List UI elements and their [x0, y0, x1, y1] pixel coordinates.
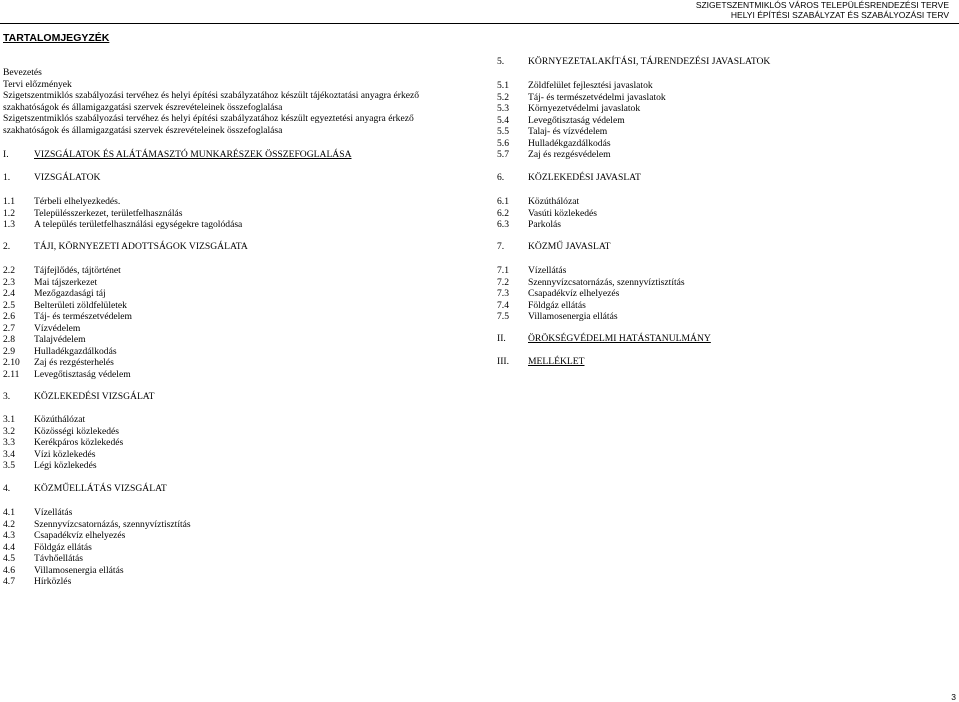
toc-item — [497, 138, 666, 150]
toc-item — [497, 126, 666, 138]
item-label: Kerékpáros közlekedés — [34, 437, 124, 448]
item-label: Hulladékgazdálkodás — [528, 137, 611, 149]
toc-item — [3, 519, 191, 531]
toc-item — [3, 460, 123, 472]
item-label: Csapadékvíz elhelyezés — [34, 530, 126, 541]
item-number: 5.2 — [497, 91, 509, 103]
section-title: KÖZLEKEDÉSI JAVASLAT — [528, 172, 641, 183]
item-number: 5.7 — [497, 149, 509, 160]
intro-line: szakhatóságok és államigazgatási szervek észrevételeinek összefoglalása — [3, 124, 283, 136]
toc-item — [3, 334, 132, 346]
part-2-heading — [497, 333, 711, 345]
item-number: 4.5 — [3, 553, 15, 564]
item-number: 3.1 — [3, 414, 15, 425]
item-label: Távhőellátás — [34, 553, 84, 564]
section-3 — [3, 391, 155, 403]
item-number: 3.2 — [3, 425, 15, 437]
item-label: Közösségi közlekedés — [34, 425, 119, 437]
section-title: TÁJI, KÖRNYEZETI ADOTTSÁGOK VIZSGÁLATA — [34, 241, 248, 252]
item-number: 1.2 — [3, 207, 15, 219]
toc-item — [3, 208, 242, 220]
toc-item — [3, 507, 191, 519]
part-number: II. — [497, 333, 506, 344]
item-number: 4.4 — [3, 541, 15, 553]
section-heading — [497, 172, 641, 184]
toc-item — [3, 196, 242, 208]
toc-item — [3, 288, 132, 300]
item-number: 2.10 — [3, 357, 20, 368]
toc-item — [497, 196, 597, 208]
item-label: Zaj és rezgésterhelés — [34, 357, 114, 368]
toc-item — [497, 265, 685, 277]
section-title: VIZSGÁLATOK — [34, 172, 101, 183]
intro-line: Szigetszentmiklós szabályozási tervéhez és helyi építési szabályzatához készült egyeztetési anyagra érkező — [3, 113, 414, 124]
section-heading — [3, 483, 167, 495]
intro-line: Szigetszentmiklós szabályozási tervéhez és helyi építési szabályzatához készült tájékoztatási anyagra érkező — [3, 90, 420, 101]
item-number: 4.3 — [3, 530, 15, 541]
item-label: Táj- és természetvédelmi javaslatok — [528, 91, 666, 103]
toc-item — [3, 219, 242, 231]
item-label: Közúthálózat — [528, 196, 580, 207]
toc-item — [497, 300, 685, 312]
section-title: KÖRNYEZETALAKÍTÁSI, TÁJRENDEZÉSI JAVASLATOK — [528, 56, 771, 67]
header-line-1: SZIGETSZENTMIKLÓS VÁROS TELEPÜLÉSRENDEZÉSI TERVE — [695, 0, 949, 10]
section-2-items — [3, 265, 132, 380]
toc-item — [3, 530, 191, 542]
section-4 — [3, 483, 167, 495]
item-number: 2.3 — [3, 276, 15, 288]
section-number: 3. — [3, 391, 11, 402]
item-number: 3.4 — [3, 448, 15, 460]
section-heading — [3, 172, 100, 184]
part-title: ÖRÖKSÉGVÉDELMI HATÁSTANULMÁNY — [528, 333, 711, 344]
section-number: 1. — [3, 172, 11, 183]
part-number: I. — [3, 149, 9, 160]
item-number: 4.6 — [3, 564, 15, 576]
item-label: A település területfelhasználási egységekre tagolódása — [34, 219, 243, 230]
header-divider — [0, 23, 959, 24]
item-label: Térbeli elhelyezkedés. — [34, 196, 121, 207]
header-line-2: HELYI ÉPÍTÉSI SZABÁLYZAT ÉS SZABÁLYOZÁSI TERV — [730, 10, 949, 20]
toc-item — [3, 414, 123, 426]
item-number: 4.1 — [3, 507, 15, 518]
item-label: Táj- és természetvédelem — [34, 311, 133, 322]
item-number: 5.3 — [497, 103, 509, 114]
toc-item — [497, 92, 666, 104]
section-5-items — [497, 80, 666, 161]
toc-item — [3, 576, 191, 588]
section-number: 4. — [3, 483, 11, 494]
item-label: Földgáz ellátás — [528, 299, 586, 311]
toc-item — [3, 277, 132, 289]
section-7 — [497, 241, 611, 253]
item-number: 2.4 — [3, 288, 15, 299]
item-label: Településszerkezet, területfelhasználás — [34, 207, 183, 219]
toc-item — [497, 311, 685, 323]
toc-item — [3, 565, 191, 577]
item-label: Vízi közlekedés — [34, 448, 96, 460]
section-6-items — [497, 196, 597, 231]
intro-line: Tervi előzmények — [3, 78, 72, 90]
section-heading — [497, 56, 770, 68]
toc-item — [3, 323, 132, 335]
toc-item — [3, 346, 132, 358]
item-label: Szennyvízcsatornázás, szennyvíztisztítás — [528, 276, 685, 288]
item-number: 2.8 — [3, 334, 15, 345]
item-label: Tájfejlődés, tájtörténet — [34, 265, 121, 276]
item-number: 3.3 — [3, 437, 15, 448]
item-number: 7.1 — [497, 265, 509, 276]
toc-item — [497, 80, 666, 92]
item-label: Hulladékgazdálkodás — [34, 345, 117, 357]
toc-item — [3, 311, 132, 323]
item-label: Mai tájszerkezet — [34, 276, 98, 288]
section-1-items — [3, 196, 242, 231]
section-heading — [3, 241, 248, 253]
section-number: 2. — [3, 241, 11, 252]
part-3-heading — [497, 356, 584, 368]
toc-item — [497, 103, 666, 115]
section-1 — [3, 172, 100, 184]
section-title: KÖZLEKEDÉSI VIZSGÁLAT — [34, 391, 155, 402]
item-label: Villamosenergia ellátás — [34, 564, 124, 576]
part-title: MELLÉKLET — [528, 356, 585, 367]
section-4-items — [3, 507, 191, 588]
toc-item — [497, 115, 666, 127]
toc-item — [497, 149, 666, 161]
item-number: 1.1 — [3, 196, 15, 207]
toc-title: TARTALOMJEGYZÉK — [3, 32, 110, 44]
section-6 — [497, 172, 641, 184]
section-number: 5. — [497, 56, 505, 67]
item-number: 2.11 — [3, 368, 20, 380]
toc-item — [3, 553, 191, 565]
toc-item — [497, 208, 597, 220]
item-number: 3.5 — [3, 460, 15, 471]
section-2 — [3, 241, 248, 253]
item-number: 2.7 — [3, 322, 15, 334]
item-number: 5.5 — [497, 126, 509, 137]
item-number: 2.9 — [3, 345, 15, 357]
item-number: 7.4 — [497, 299, 509, 311]
item-label: Mezőgazdasági táj — [34, 288, 106, 299]
section-7-items — [497, 265, 685, 323]
toc-item — [3, 357, 132, 369]
section-number: 6. — [497, 172, 505, 183]
toc-item — [3, 437, 123, 449]
section-5 — [497, 56, 770, 68]
item-number: 2.6 — [3, 311, 15, 322]
section-title: KÖZMŰELLÁTÁS VIZSGÁLAT — [34, 483, 167, 494]
item-label: Vízellátás — [528, 265, 567, 276]
part-number: III. — [497, 356, 509, 367]
intro-line: szakhatóságok és államigazgatási szervek észrevételeinek összefoglalása — [3, 101, 283, 113]
item-label: Levegőtisztaság védelem — [528, 114, 625, 126]
item-label: Talajvédelem — [34, 334, 86, 345]
running-header — [696, 0, 949, 20]
item-number: 5.1 — [497, 80, 509, 91]
item-number: 6.2 — [497, 207, 509, 219]
item-label: Zaj és rezgésvédelem — [528, 149, 611, 160]
item-label: Földgáz ellátás — [34, 541, 92, 553]
toc-item — [3, 542, 191, 554]
item-number: 1.3 — [3, 219, 15, 230]
section-3-items — [3, 414, 123, 472]
item-label: Parkolás — [528, 219, 562, 230]
toc-item — [3, 300, 132, 312]
item-label: Vasúti közlekedés — [528, 207, 598, 219]
part-1-heading — [3, 149, 352, 161]
item-number: 2.5 — [3, 299, 15, 311]
item-label: Légi közlekedés — [34, 460, 97, 471]
item-label: Talaj- és vízvédelem — [528, 126, 608, 137]
item-number: 5.4 — [497, 114, 509, 126]
section-heading — [497, 241, 611, 253]
toc-item — [3, 265, 132, 277]
item-label: Vízellátás — [34, 507, 73, 518]
item-label: Csapadékvíz elhelyezés — [528, 288, 620, 299]
item-number: 6.3 — [497, 219, 509, 230]
item-number: 5.6 — [497, 137, 509, 149]
item-label: Vízvédelem — [34, 322, 81, 334]
item-number: 7.3 — [497, 288, 509, 299]
item-number: 7.2 — [497, 276, 509, 288]
item-number: 2.2 — [3, 265, 15, 276]
item-label: Levegőtisztaság védelem — [34, 368, 131, 380]
section-number: 7. — [497, 241, 505, 252]
item-label: Zöldfelület fejlesztési javaslatok — [528, 80, 653, 91]
item-label: Szennyvízcsatornázás, szennyvíztisztítás — [34, 518, 191, 530]
section-title: KÖZMŰ JAVASLAT — [528, 241, 611, 252]
item-label: Közúthálózat — [34, 414, 86, 425]
page-number: 3 — [951, 692, 956, 702]
section-heading — [3, 391, 155, 403]
item-number: 7.5 — [497, 311, 509, 322]
intro-block — [3, 67, 419, 136]
toc-item — [3, 449, 123, 461]
item-number: 4.2 — [3, 518, 15, 530]
toc-item — [3, 426, 123, 438]
toc-item — [3, 369, 132, 381]
item-label: Környezetvédelmi javaslatok — [528, 103, 641, 114]
toc-item — [497, 277, 685, 289]
item-number: 6.1 — [497, 196, 509, 207]
intro-line: Bevezetés — [3, 67, 42, 78]
item-label: Villamosenergia ellátás — [528, 311, 618, 322]
toc-item — [497, 288, 685, 300]
item-number: 4.7 — [3, 576, 15, 587]
item-label: Hírközlés — [34, 576, 72, 587]
toc-item — [497, 219, 597, 231]
item-label: Belterületi zöldfelületek — [34, 299, 127, 311]
part-title: VIZSGÁLATOK ÉS ALÁTÁMASZTÓ MUNKARÉSZEK ÖSSZEFOGLALÁSA — [34, 149, 352, 160]
